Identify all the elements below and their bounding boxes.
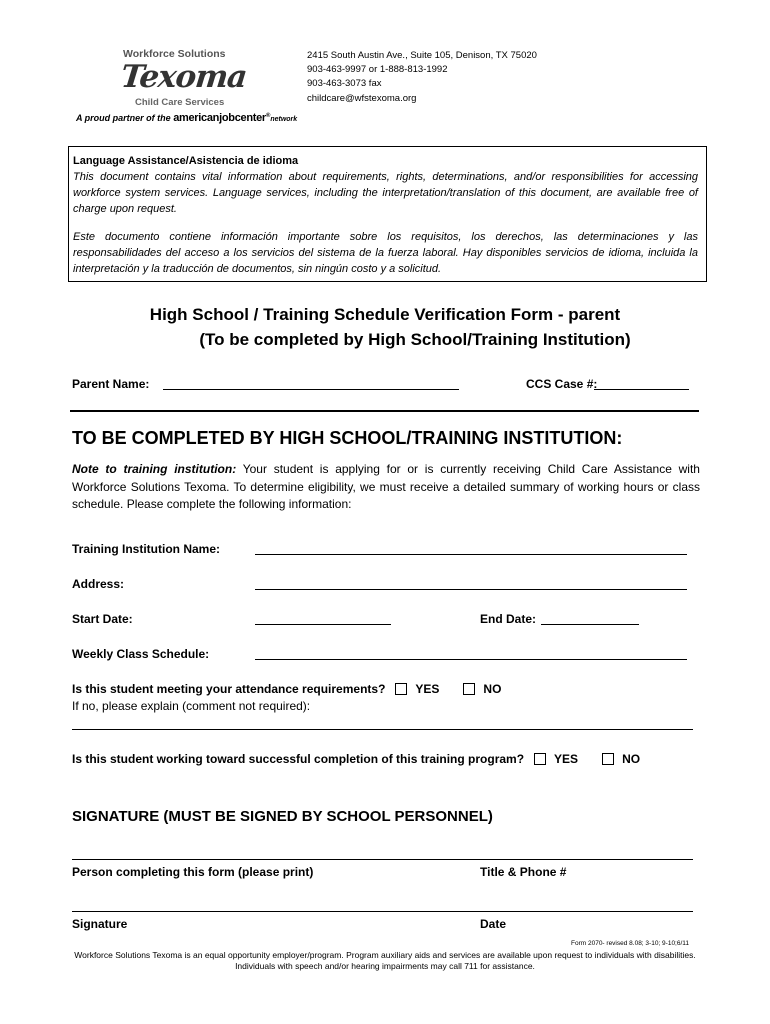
signature-heading: SIGNATURE (MUST BE SIGNED BY SCHOOL PERSONNEL) (72, 808, 493, 825)
attendance-yes-checkbox[interactable] (395, 683, 407, 695)
signature-date-line[interactable] (72, 911, 693, 912)
language-spanish-text: Este documento contiene información importante sobre los requisitos, los derechos, las determinaciones y las responsabilidades del acceso a los servicios del sistema de la fuerza laboral. Hay disponibles servicios de idioma, incluida la interpretación y la traducción de documentos, sin ningún costo y a solicitud. (73, 231, 698, 275)
partner-tagline: A proud partner of the americanjobcenter®network (76, 112, 298, 124)
contact-email[interactable]: childcare@wfstexoma.org (307, 92, 417, 104)
end-date-label: End Date: (480, 612, 537, 626)
completion-question-text: Is this student working toward successful completion of this training program? (72, 752, 525, 766)
institution-name-label: Training Institution Name: (72, 542, 221, 556)
institution-name-field[interactable] (255, 554, 687, 555)
organization-logo (76, 46, 298, 128)
attendance-question (72, 682, 501, 696)
weekly-schedule-label: Weekly Class Schedule: (72, 647, 210, 661)
completion-no-checkbox[interactable] (602, 753, 614, 765)
title-phone-label: Title & Phone # (480, 865, 567, 879)
contact-phone: 903-463-9997 or 1-888-813-1992 (307, 64, 448, 76)
language-english-text: This document contains vital information about requirements, rights, determinations, and/or responsibilities for accessing workforce system services. Language services, including the interpretation/translation of this document, are available free of charge upon request. (73, 171, 698, 215)
completion-yes-checkbox[interactable] (534, 753, 546, 765)
date-label: Date (480, 917, 507, 931)
language-assistance-box (68, 146, 707, 282)
logo-org-text: Workforce Solutions (123, 48, 226, 60)
signature-label: Signature (72, 917, 128, 931)
footer-disclaimer: Workforce Solutions Texoma is an equal opportunity employer/program. Program auxiliary aids and services are available upon request to individuals with disabilities. Individuals with speech and/or hearing impairments may call 711 for assistance. (74, 950, 696, 971)
form-title: High School / Training Schedule Verification Form - parent (149, 305, 621, 324)
note-lead: Note to training institution: (72, 462, 237, 476)
start-date-label: Start Date: (72, 612, 133, 626)
address-label: Address: (72, 577, 125, 591)
completion-question (72, 752, 640, 766)
ajc-logo-text: americanjobcenter (173, 112, 266, 124)
note-paragraph (72, 461, 700, 514)
attendance-question-text: Is this student meeting your attendance requirements? (72, 682, 386, 696)
explain-text: If no, please explain (comment not required): (72, 699, 311, 713)
ccs-case-field[interactable] (594, 389, 689, 390)
parent-name-field[interactable] (163, 389, 459, 390)
logo-sub-text: Child Care Services (135, 97, 225, 108)
address-field[interactable] (255, 589, 687, 590)
weekly-schedule-field[interactable] (255, 659, 687, 660)
attendance-yes-label: YES (415, 682, 440, 696)
section-divider (70, 410, 699, 412)
language-box-title: Language Assistance/Asistencia de idioma (73, 155, 299, 167)
end-date-field[interactable] (541, 624, 639, 625)
section-heading: TO BE COMPLETED BY HIGH SCHOOL/TRAINING INSTITUTION: (72, 428, 623, 448)
person-title-line[interactable] (72, 859, 693, 860)
logo-brand-text: Texoma (119, 59, 249, 95)
contact-block (307, 49, 537, 106)
person-completing-label: Person completing this form (please print) (72, 865, 314, 879)
contact-address: 2415 South Austin Ave., Suite 105, Denison, TX 75020 (307, 50, 537, 61)
ccs-case-label: CCS Case #: (526, 377, 598, 391)
form-subtitle: (To be completed by High School/Training Institution) (199, 330, 631, 349)
note-text: Your student is applying for or is currently receiving Child Care Assistance with Workforce Solutions Texoma. To determine eligibility, we must receive a detailed summary of working hours or class schedule. Please complete the following information: (72, 462, 700, 511)
contact-fax: 903-463-3073 fax (307, 78, 382, 90)
parent-name-label: Parent Name: (72, 377, 150, 391)
completion-no-label: NO (622, 752, 641, 766)
attendance-no-label: NO (483, 682, 502, 696)
start-date-field[interactable] (255, 624, 391, 625)
form-number: Form 2070- revised 8.08; 3-10; 9-10;6/11 (571, 940, 690, 947)
completion-yes-label: YES (554, 752, 579, 766)
explain-field[interactable] (72, 729, 693, 730)
attendance-no-checkbox[interactable] (463, 683, 475, 695)
